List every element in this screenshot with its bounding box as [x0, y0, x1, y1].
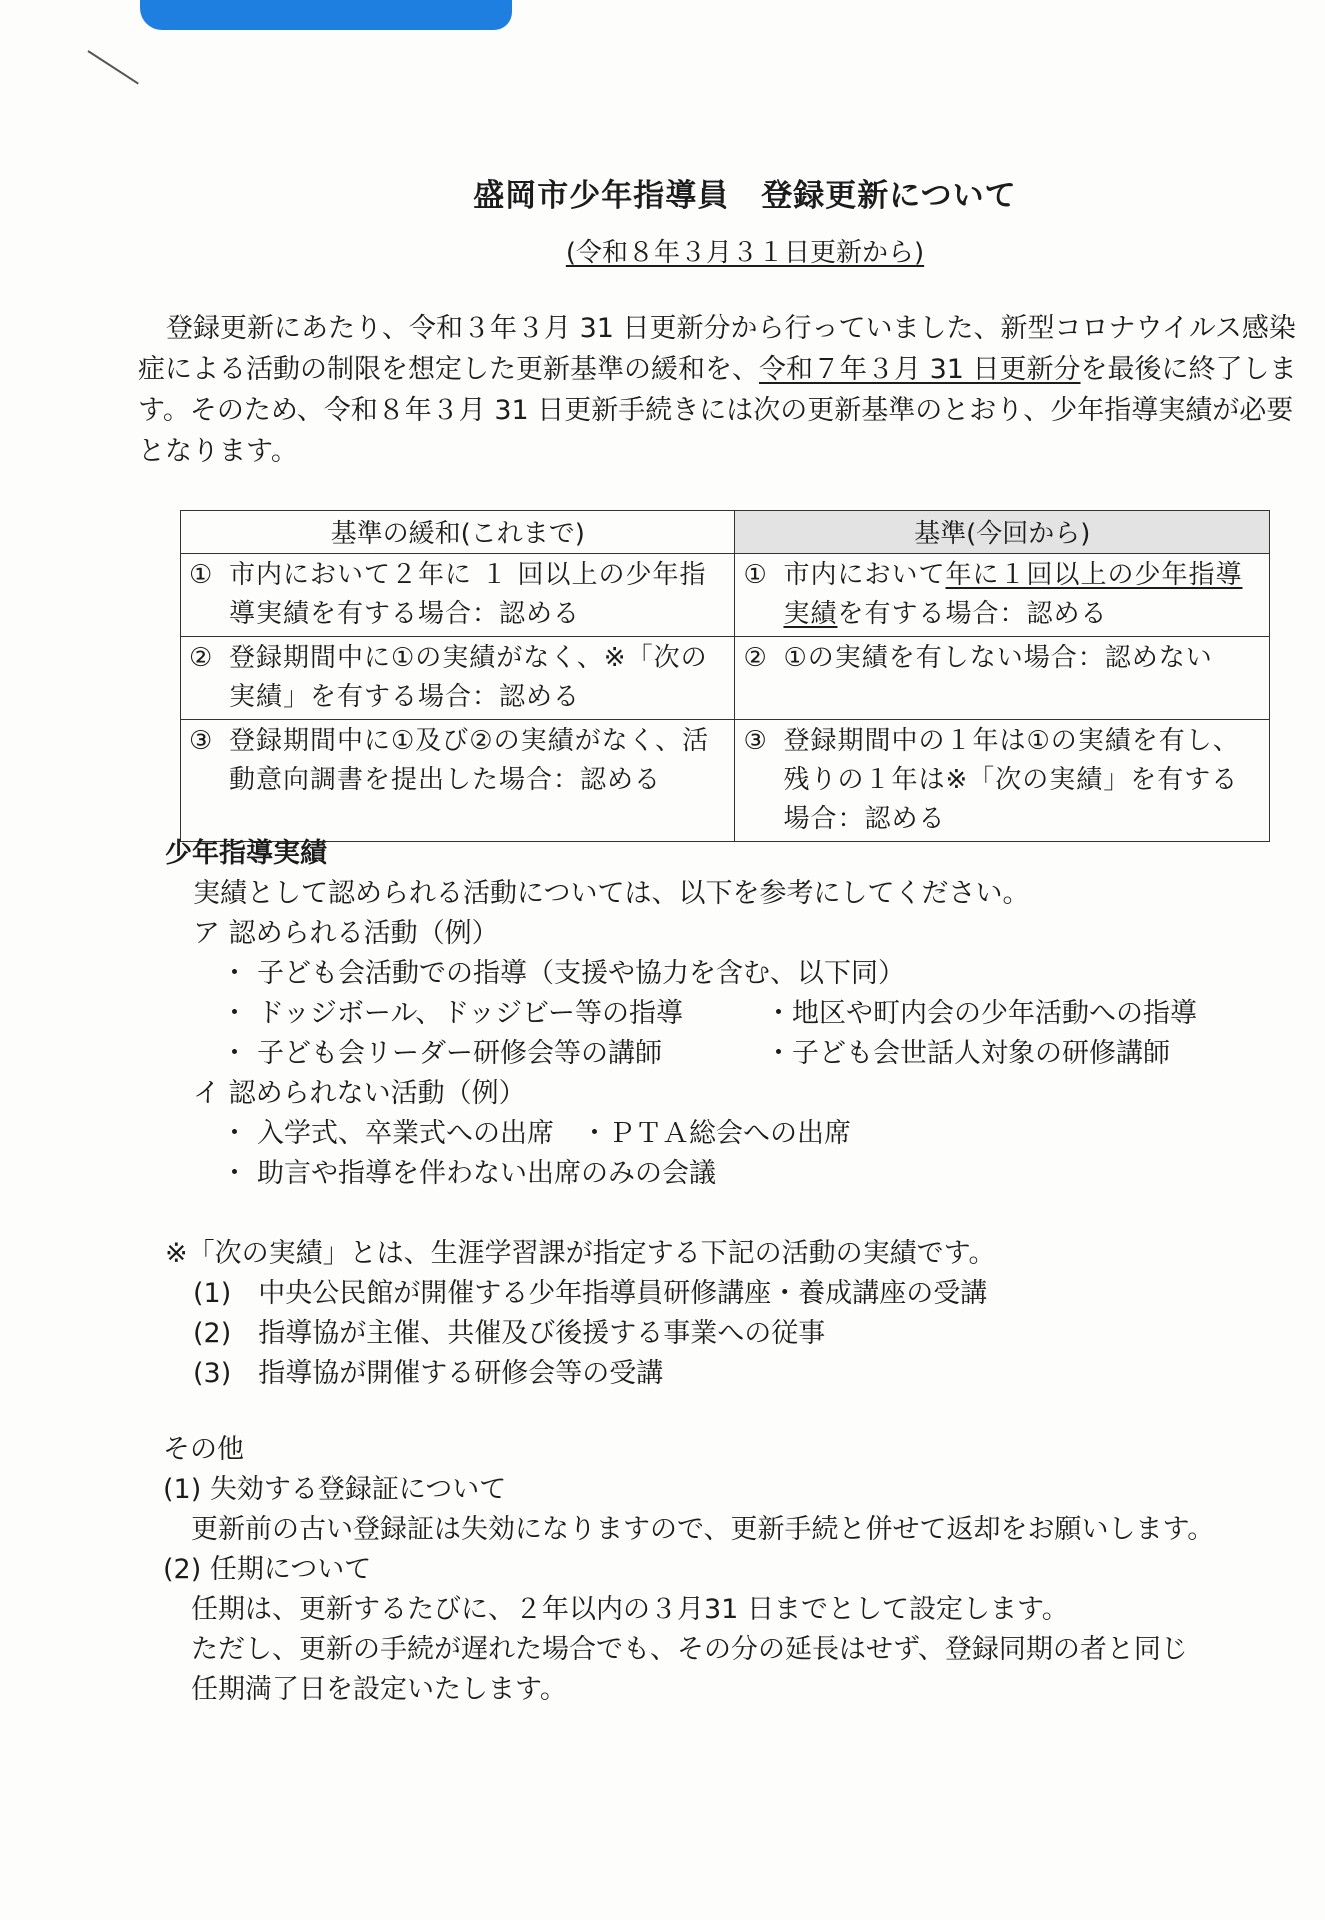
pen-stroke — [87, 50, 138, 84]
achievements-section — [165, 834, 1315, 1194]
redaction-mark — [140, 0, 512, 30]
next-results-section — [165, 1234, 1315, 1394]
other-item2-body: 任期は、更新するたびに、２年以内の３月31 日までとして設定します。 — [191, 1594, 1069, 1625]
header-before: 基準の緩和(これまで) — [181, 511, 735, 554]
table-header-row — [181, 511, 1270, 554]
cell-after-1: ① 市内において年に１回以上の少年指導実績を有する場合：認める — [735, 554, 1270, 637]
allowed-heading: ア 認められる活動（例） — [193, 918, 499, 949]
list-item: ・ 助言や指導を伴わない出席のみの会議 — [221, 1158, 716, 1189]
cell-after-2: ② ①の実績を有しない場合：認めない — [735, 637, 1270, 720]
list-item: ・ 入学式、卒業式への出席 ・ＰＴＡ総会への出席 — [221, 1118, 851, 1149]
other-item2-title: (2) 任期について — [163, 1554, 372, 1585]
page-title: 盛岡市少年指導員 登録更新について — [473, 178, 1017, 214]
page-subtitle: (令和８年３月３１日更新から) — [565, 238, 925, 268]
other-item1-title: (1) 失効する登録証について — [163, 1474, 507, 1505]
other-section — [163, 1430, 1313, 1710]
table-row — [181, 637, 1270, 720]
list-item: (3) 指導協が開催する研修会等の受講 — [193, 1358, 664, 1389]
list-item: ・ 子ども会リーダー研修会等の講師 ・子ども会世話人対象の研修講師 — [221, 1038, 1170, 1069]
list-item: ・ ドッジボール、ドッジビー等の指導 ・地区や町内会の少年活動への指導 — [221, 998, 1197, 1029]
table-row — [181, 554, 1270, 637]
achievements-heading: 少年指導実績 — [165, 838, 327, 869]
next-results-intro: ※「次の実績」とは、生涯学習課が指定する下記の活動の実績です。 — [165, 1238, 996, 1269]
list-item: (1) 中央公民館が開催する少年指導員研修講座・養成講座の受講 — [193, 1278, 988, 1309]
other-item1-body: 更新前の古い登録証は失効になりますので、更新手続と併せて返却をお願いします。 — [191, 1514, 1215, 1545]
table-row — [181, 720, 1270, 842]
achievements-intro: 実績として認められる活動については、以下を参考にしてください。 — [193, 878, 1030, 909]
intro-paragraph: 登録更新にあたり、令和３年３月 31 日更新分から行っていました、新型コロナウイルス感染症による活動の制限を想定した更新基準の緩和を、令和７年３月 31 日更新分を最後に終了します。そのため、令和８年３月 31 日更新手続きには次の更新基準のとおり、少年指導実績が必要となります。 — [138, 313, 1297, 467]
cell-before-1: ① 市内において２年に １ 回以上の少年指導実績を有する場合：認める — [181, 554, 735, 637]
other-item2-body: 任期満了日を設定いたします。 — [191, 1674, 567, 1705]
not-allowed-heading: イ 認められない活動（例） — [193, 1078, 526, 1109]
list-item: (2) 指導協が主催、共催及び後援する事業への従事 — [193, 1318, 826, 1349]
other-heading: その他 — [163, 1434, 244, 1465]
cell-before-3: ③ 登録期間中に①及び②の実績がなく、活動意向調書を提出した場合：認める — [181, 720, 735, 842]
cell-after-3: ③ 登録期間中の１年は①の実績を有し、残りの１年は※「次の実績」を有する場合：認める — [735, 720, 1270, 842]
intro-underlined: 令和７年３月 31 日更新分 — [759, 354, 1081, 385]
cell-before-2: ② 登録期間中に①の実績がなく、※「次の実績」を有する場合：認める — [181, 637, 735, 720]
criteria-table — [180, 510, 1270, 842]
other-item2-body: ただし、更新の手続が遅れた場合でも、その分の延長はせず、登録同期の者と同じ — [191, 1634, 1188, 1665]
header-after: 基準(今回から) — [735, 511, 1270, 554]
list-item: ・ 子ども会活動での指導（支援や協力を含む、以下同） — [221, 958, 905, 989]
